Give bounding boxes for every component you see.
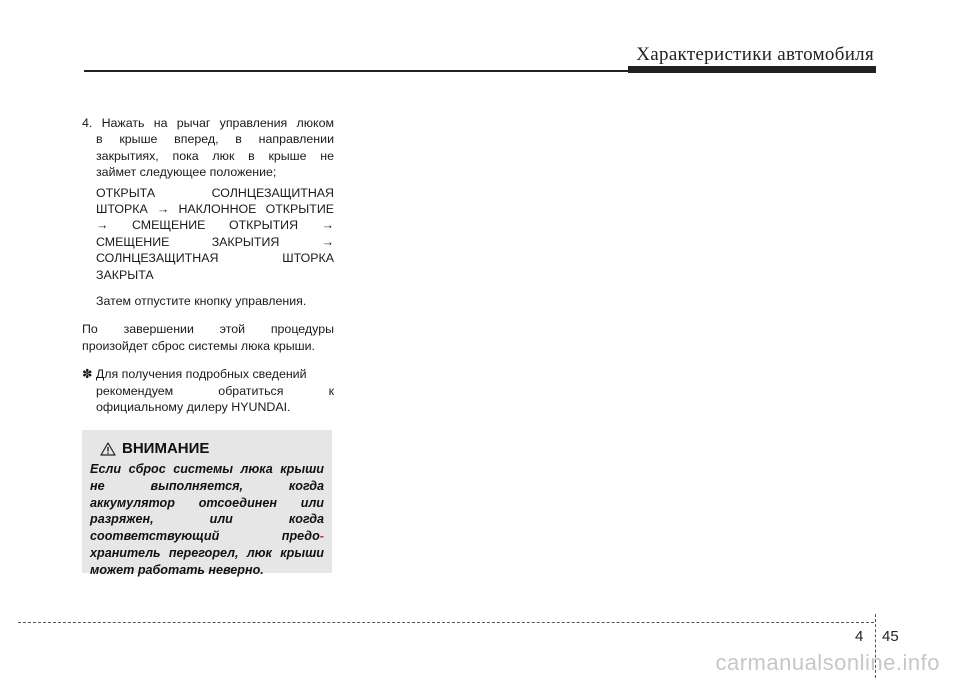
note-line: Для получения подробных сведений xyxy=(95,367,307,382)
sequence-line: → СМЕЩЕНИЕ ОТКРЫТИЯ → xyxy=(96,218,334,233)
position-sequence xyxy=(82,185,334,283)
sequence-line: ШТОРКА → НАКЛОННОЕ ОТКРЫТИЕ xyxy=(96,202,334,217)
warning-triangle-icon xyxy=(100,442,116,456)
warning-title: ВНИМАНИЕ xyxy=(122,440,210,457)
warning-text xyxy=(90,461,324,579)
dealer-note xyxy=(82,366,334,415)
step-4-line: 4. Нажать на рычаг управления люком xyxy=(82,116,334,130)
page-number: 45 xyxy=(882,628,899,645)
chapter-number: 4 xyxy=(855,628,864,645)
sequence-line: ЗАКРЫТА xyxy=(96,267,154,282)
warning-line: может работать неверно. xyxy=(90,562,264,577)
step-4-line: закрытиях, пока люк в крыше не xyxy=(96,148,334,163)
warning-header xyxy=(100,440,209,457)
note-asterisk-icon: ✽ xyxy=(82,367,93,382)
warning-line: Если сброс системы люка крыши xyxy=(90,462,324,476)
step-4 xyxy=(82,115,334,181)
note-line: рекомендуем обратиться к xyxy=(96,383,334,398)
sequence-line: СОЛНЦЕЗАЩИТНАЯ ШТОРКА xyxy=(96,251,334,266)
warning-line-text: соответствующий предо xyxy=(90,529,320,544)
completion-line: произойдет сброс системы люка крыши. xyxy=(82,338,315,353)
step-4-line: займет следующее положение; xyxy=(96,165,277,180)
header-rule-thin xyxy=(84,70,630,72)
warning-line: аккумулятор отсоединен или xyxy=(90,495,324,510)
footer-rule xyxy=(18,622,874,623)
warning-line xyxy=(90,528,324,545)
header-rule-thick xyxy=(628,66,876,73)
warning-line: разряжен, или когда xyxy=(90,512,324,527)
step-4-line: в крыше вперед, в направлении xyxy=(96,132,334,147)
watermark: carmanualsonline.info xyxy=(715,650,940,675)
warning-box xyxy=(82,430,332,577)
warning-line: хранитель перегорел, люк крыши xyxy=(90,545,324,560)
sequence-line: ОТКРЫТА СОЛНЦЕЗАЩИТНАЯ xyxy=(96,185,334,200)
text-column xyxy=(82,115,334,416)
page-header-title: Характеристики автомобиля xyxy=(636,44,874,65)
release-instruction: Затем отпустите кнопку управления. xyxy=(96,294,307,309)
sequence-line: СМЕЩЕНИЕ ЗАКРЫТИЯ → xyxy=(96,234,334,249)
note-line: официальному дилеру HYUNDAI. xyxy=(96,400,291,415)
warning-line: не выполняется, когда xyxy=(90,478,324,493)
completion-paragraph xyxy=(82,321,334,354)
completion-line: По завершении этой процедуры xyxy=(82,322,334,337)
red-hyphen: - xyxy=(319,529,324,544)
